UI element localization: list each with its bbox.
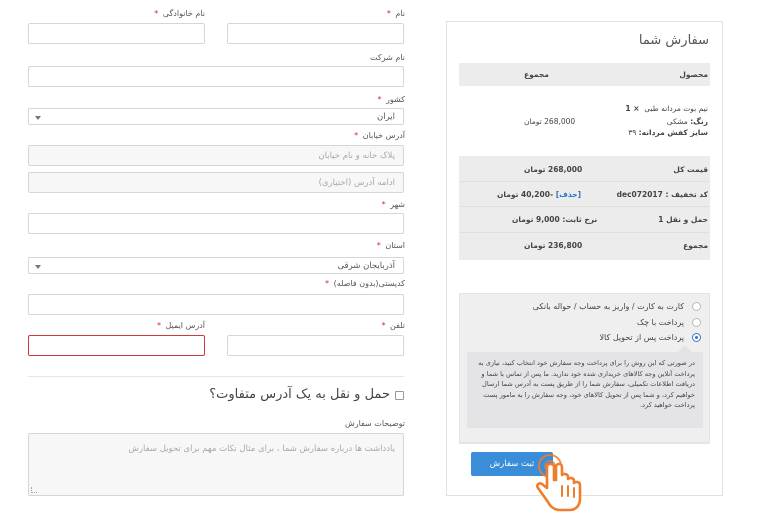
payment-option-3[interactable]: پرداخت پس از تحویل کالا xyxy=(599,333,684,342)
country-label: کشور * xyxy=(377,95,405,104)
column-total-header: مجموع xyxy=(524,70,549,79)
country-value: ایران xyxy=(376,111,395,122)
city-input[interactable] xyxy=(28,213,404,234)
payment-option-1[interactable]: کارت به کارت / واریز به حساب / حواله بانکی xyxy=(532,302,684,311)
shipping-value: نرخ ثابت: 9,000 تومان xyxy=(512,215,598,224)
payment-radio-2[interactable] xyxy=(692,318,701,327)
ship-different-label: حمل و نقل به یک آدرس متفاوت؟ xyxy=(209,387,390,402)
item-size: سایز کفش مردانه: ۳۹ xyxy=(628,128,708,137)
subtotal-value: 268,000 تومان xyxy=(524,165,583,174)
subtotal-label: قیمت کل xyxy=(673,165,708,174)
row-divider xyxy=(459,232,710,233)
item-color: رنگ: مشکی xyxy=(666,117,708,126)
item-price: 268,000 تومان xyxy=(524,117,576,126)
first-name-input[interactable] xyxy=(227,23,404,44)
description-pointer xyxy=(678,345,692,352)
total-value: 236,800 تومان xyxy=(524,241,583,250)
email-input[interactable] xyxy=(28,335,205,356)
state-value: آذربایجان شرقی xyxy=(337,260,395,271)
hand-pointer-icon xyxy=(528,452,588,514)
email-label: آدرس ایمیل * xyxy=(156,321,205,330)
order-title: سفارش شما xyxy=(638,33,709,48)
order-totals-block xyxy=(459,156,710,260)
last-name-label: نام خانوادگی * xyxy=(154,9,205,18)
state-label: استان * xyxy=(376,241,405,250)
phone-label: تلفن * xyxy=(381,321,405,330)
column-product-header: محصول xyxy=(679,70,708,79)
street-label: آدرس خیابان * xyxy=(354,131,405,140)
first-name-label: نام * xyxy=(386,9,405,18)
postcode-input[interactable] xyxy=(28,294,404,315)
total-label: مجموع xyxy=(683,241,708,250)
phone-input[interactable] xyxy=(227,335,404,356)
payment-description: در صورتی که این روش را برای پرداخت وجه سفارش خود انتخاب کنید، نیازی به پرداخت آنلاین وجه کالاهای خریداری شده خود ندارید. ما پس از تماس با شما و دریافت اطلاعات تکمیلی، سفارش شما را از طریق پست به آدرس شما ارسال خواهیم کرد، و شما پس از تحویل کالاهای خود، وجه سفارش را به مامور پست پرداخت خواهید کرد. xyxy=(467,352,703,428)
company-label: نام شرکت xyxy=(370,53,405,62)
ship-different-checkbox[interactable] xyxy=(395,391,404,400)
postcode-label: کدپستی(بدون فاصله) * xyxy=(325,279,405,288)
chevron-down-icon xyxy=(35,265,41,269)
state-select[interactable] xyxy=(28,257,404,274)
payment-radio-3[interactable] xyxy=(692,333,701,342)
company-input[interactable] xyxy=(28,66,404,87)
coupon-value: [حذف] -40,200 تومان xyxy=(497,190,582,199)
coupon-remove-link[interactable]: [حذف] xyxy=(555,190,582,199)
coupon-label: کد تخفیف : dec072017 xyxy=(616,190,708,199)
payment-radio-1[interactable] xyxy=(692,302,701,311)
country-select[interactable] xyxy=(28,108,404,125)
city-label: شهر * xyxy=(381,200,405,209)
street2-input[interactable]: ادامه آدرس (اختیاری) xyxy=(28,172,404,193)
street-input[interactable]: پلاک خانه و نام خیابان xyxy=(28,145,404,166)
last-name-input[interactable] xyxy=(28,23,205,44)
divider xyxy=(459,443,710,444)
payment-option-2[interactable]: پرداخت با چک xyxy=(636,318,684,327)
resize-handle-icon[interactable] xyxy=(31,487,37,493)
chevron-down-icon xyxy=(35,116,41,120)
row-divider xyxy=(459,206,710,207)
row-divider xyxy=(459,181,710,182)
place-order-button[interactable]: ثبت سفارش xyxy=(471,452,553,476)
item-name: نیم بوت مردانه طبی × 1 xyxy=(625,104,708,113)
divider xyxy=(28,376,404,377)
order-notes-placeholder: یادداشت ها درباره سفارش شما ، برای مثال نکات مهم برای تحویل سفارش xyxy=(128,444,395,454)
notes-label: توضیحات سفارش xyxy=(344,419,405,428)
order-table-header xyxy=(459,63,710,86)
shipping-label: حمل و نقل 1 xyxy=(658,215,708,224)
order-notes-textarea[interactable] xyxy=(28,433,404,496)
